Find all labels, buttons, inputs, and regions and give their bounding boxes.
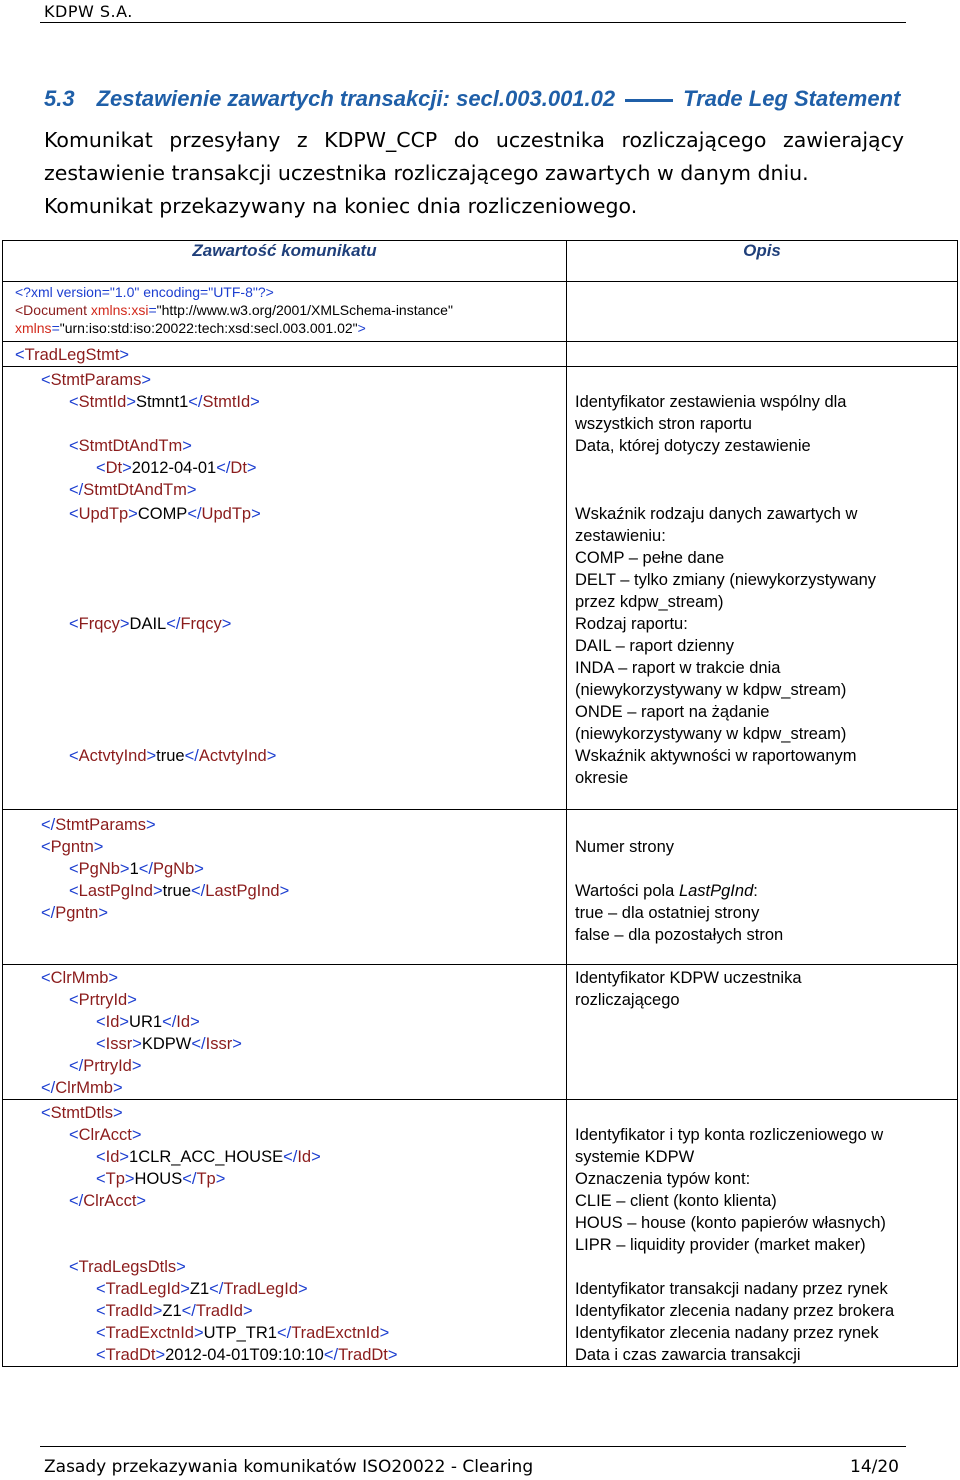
section-title-pl: Zestawienie zawartych transakcji: secl.003.001.02 [96, 86, 616, 111]
xml-line: </StmtDtAndTm> [69, 481, 197, 499]
section-dash [625, 99, 673, 102]
desc-lastpg: Wartości pola LastPgInd: true – dla ostatniej strony false – dla pozostałych stron [575, 882, 784, 944]
xml-line: <StmtDtAndTm> [69, 437, 192, 455]
desc-actvty: Wskaźnik aktywności w raportowanym okresie [575, 747, 857, 787]
table-header-row [3, 241, 958, 282]
desc-frqcy: Rodzaj raportu: DAIL – raport dzienny INDA – raport w trakcie dnia (niewykorzystywany w kdpw_stream) ONDE – raport na żądanie (niewykorzystywany w kdpw_stream) [575, 615, 847, 743]
section-heading [44, 86, 900, 112]
xml-declaration-text: <?xml version="1.0" encoding="UTF-8"?> [15, 284, 274, 300]
xml-clrmmb-cell [3, 965, 567, 1100]
xml-line: <Tp>HOUS</Tp> [96, 1170, 226, 1188]
xml-line: <TradLegId>Z1</TradLegId> [96, 1280, 308, 1298]
desc-clracct: Identyfikator i typ konta rozliczeniowego w systemie KDPW Oznaczenia typów kont: CLIE – client (konto klienta) HOUS – house (konto papierów własnych) LIPR – liquidity provider (market maker) [575, 1126, 886, 1254]
desc-stmtparams-cell [567, 367, 958, 810]
xml-line: <TradExctnId>UTP_TR1</TradExctnId> [96, 1324, 390, 1342]
xml-line: <UpdTp>COMP</UpdTp> [69, 505, 261, 523]
footer-title: Zasady przekazywania komunikatów ISO20022 - Clearing [44, 1457, 534, 1477]
document-open [3, 301, 566, 337]
document-close-bracket: > [357, 320, 366, 336]
xml-line: <Issr>KDPW</Issr> [96, 1035, 242, 1053]
page-number: 14/20 [850, 1457, 899, 1477]
xml-line: <PgNb>1</PgNb> [69, 860, 204, 878]
xml-line: <Id>UR1</Id> [96, 1013, 200, 1031]
intro-line-2: zestawienie transakcji uczestnika rozliczającego zawartych w danym dniu. [44, 161, 809, 185]
xmlns-eq: = [51, 320, 60, 336]
xml-line: </Pgntn> [41, 904, 108, 922]
intro-line-1: Komunikat przesyłany z KDPW_CCP do uczestnika rozliczającego zawierający [44, 128, 904, 152]
message-table [2, 240, 958, 1367]
xml-line: <ClrAcct> [69, 1126, 142, 1144]
xml-line: </ClrMmb> [41, 1079, 123, 1097]
desc-empty [567, 342, 958, 367]
xml-line: </StmtParams> [41, 816, 156, 834]
xmlns-value: "urn:iso:std:iso:20022:tech:xsd:secl.003.001.02" [59, 320, 358, 336]
desc-empty [567, 282, 958, 342]
xml-line: <TradDt>2012-04-01T09:10:10</TradDt> [96, 1346, 398, 1364]
section-title-en: Trade Leg Statement [683, 86, 901, 111]
xsi-value: "http://www.w3.org/2001/XMLSchema-instance" [156, 302, 453, 318]
desc-clrmmb-cell [567, 965, 958, 1100]
xml-tag: TradLegStmt [24, 346, 120, 364]
document-tag: <Document [15, 302, 87, 318]
xsi-eq: = [148, 302, 157, 318]
xml-root-cell [3, 342, 567, 367]
table-row-root [3, 342, 958, 367]
xml-stmtparams-cell [3, 367, 567, 810]
xml-line: </ClrAcct> [69, 1192, 147, 1210]
desc-clrmmb: Identyfikator KDPW uczestnika rozliczającego [575, 969, 802, 1009]
intro-text [44, 124, 904, 223]
desc-stmt-id: Identyfikator zestawienia wspólny dla wszystkich stron raportu [575, 393, 847, 433]
xml-line: <StmtId>Stmnt1</StmtId> [69, 393, 260, 411]
table-row-pgntn [3, 810, 958, 965]
desc-trade-legs: Identyfikator transakcji nadany przez rynek Identyfikator zlecenia nadany przez brokera Identyfikator zlecenia nadany przez rynek Data i czas zawarcia transakcji [575, 1280, 895, 1364]
xml-line: <TradId>Z1</TradId> [96, 1302, 253, 1320]
xml-line: <StmtParams> [41, 371, 152, 389]
xml-line: <Dt>2012-04-01</Dt> [96, 459, 257, 477]
desc-stmt-dt: Data, której dotyczy zestawienie [575, 437, 811, 455]
xml-pgntn-cell [3, 810, 567, 965]
xml-line: <ActvtyInd>true</ActvtyInd> [69, 747, 277, 765]
col-header-content: Zawartość komunikatu [3, 241, 567, 282]
xml-line: <TradLegsDtls> [69, 1258, 186, 1276]
footer-rule [40, 1446, 906, 1447]
table-row-clrmmb [3, 965, 958, 1100]
xml-line: <Pgntn> [41, 838, 104, 856]
section-number: 5.3 [44, 86, 75, 111]
desc-stmtdtls-cell [567, 1100, 958, 1367]
xml-line: <PrtryId> [69, 991, 137, 1009]
xmlns-attr: xmlns [15, 320, 52, 336]
xml-declaration [3, 283, 566, 301]
col-header-desc: Opis [567, 241, 958, 282]
intro-line-3: Komunikat przekazywany na koniec dnia rozliczeniowego. [44, 194, 638, 218]
xml-line: <LastPgInd>true</LastPgInd> [69, 882, 290, 900]
desc-upd-tp: Wskaźnik rodzaju danych zawartych w zestawieniu: COMP – pełne dane DELT – tylko zmiany (niewykorzystywany przez kdpw_stream) [575, 505, 877, 611]
xsi-attr: xmlns:xsi [86, 302, 149, 318]
table-row-stmtparams [3, 367, 958, 810]
desc-pgntn-cell [567, 810, 958, 965]
xml-line: <Id>1CLR_ACC_HOUSE</Id> [96, 1148, 321, 1166]
xml-line: <TradLegStmt> [15, 346, 130, 364]
xml-stmtdtls-cell [3, 1100, 567, 1367]
xml-line: <Frqcy>DAIL</Frqcy> [69, 615, 232, 633]
xml-line: </PrtryId> [69, 1057, 142, 1075]
header-company: KDPW S.A. [44, 2, 133, 21]
xml-line: <ClrMmb> [41, 969, 119, 987]
header-rule [40, 22, 906, 23]
xml-line: <StmtDtls> [41, 1104, 123, 1122]
desc-pgnb: Numer strony [575, 838, 675, 856]
table-row-stmtdtls [3, 1100, 958, 1367]
table-row-prolog [3, 282, 958, 342]
xml-prolog-cell [3, 282, 567, 342]
